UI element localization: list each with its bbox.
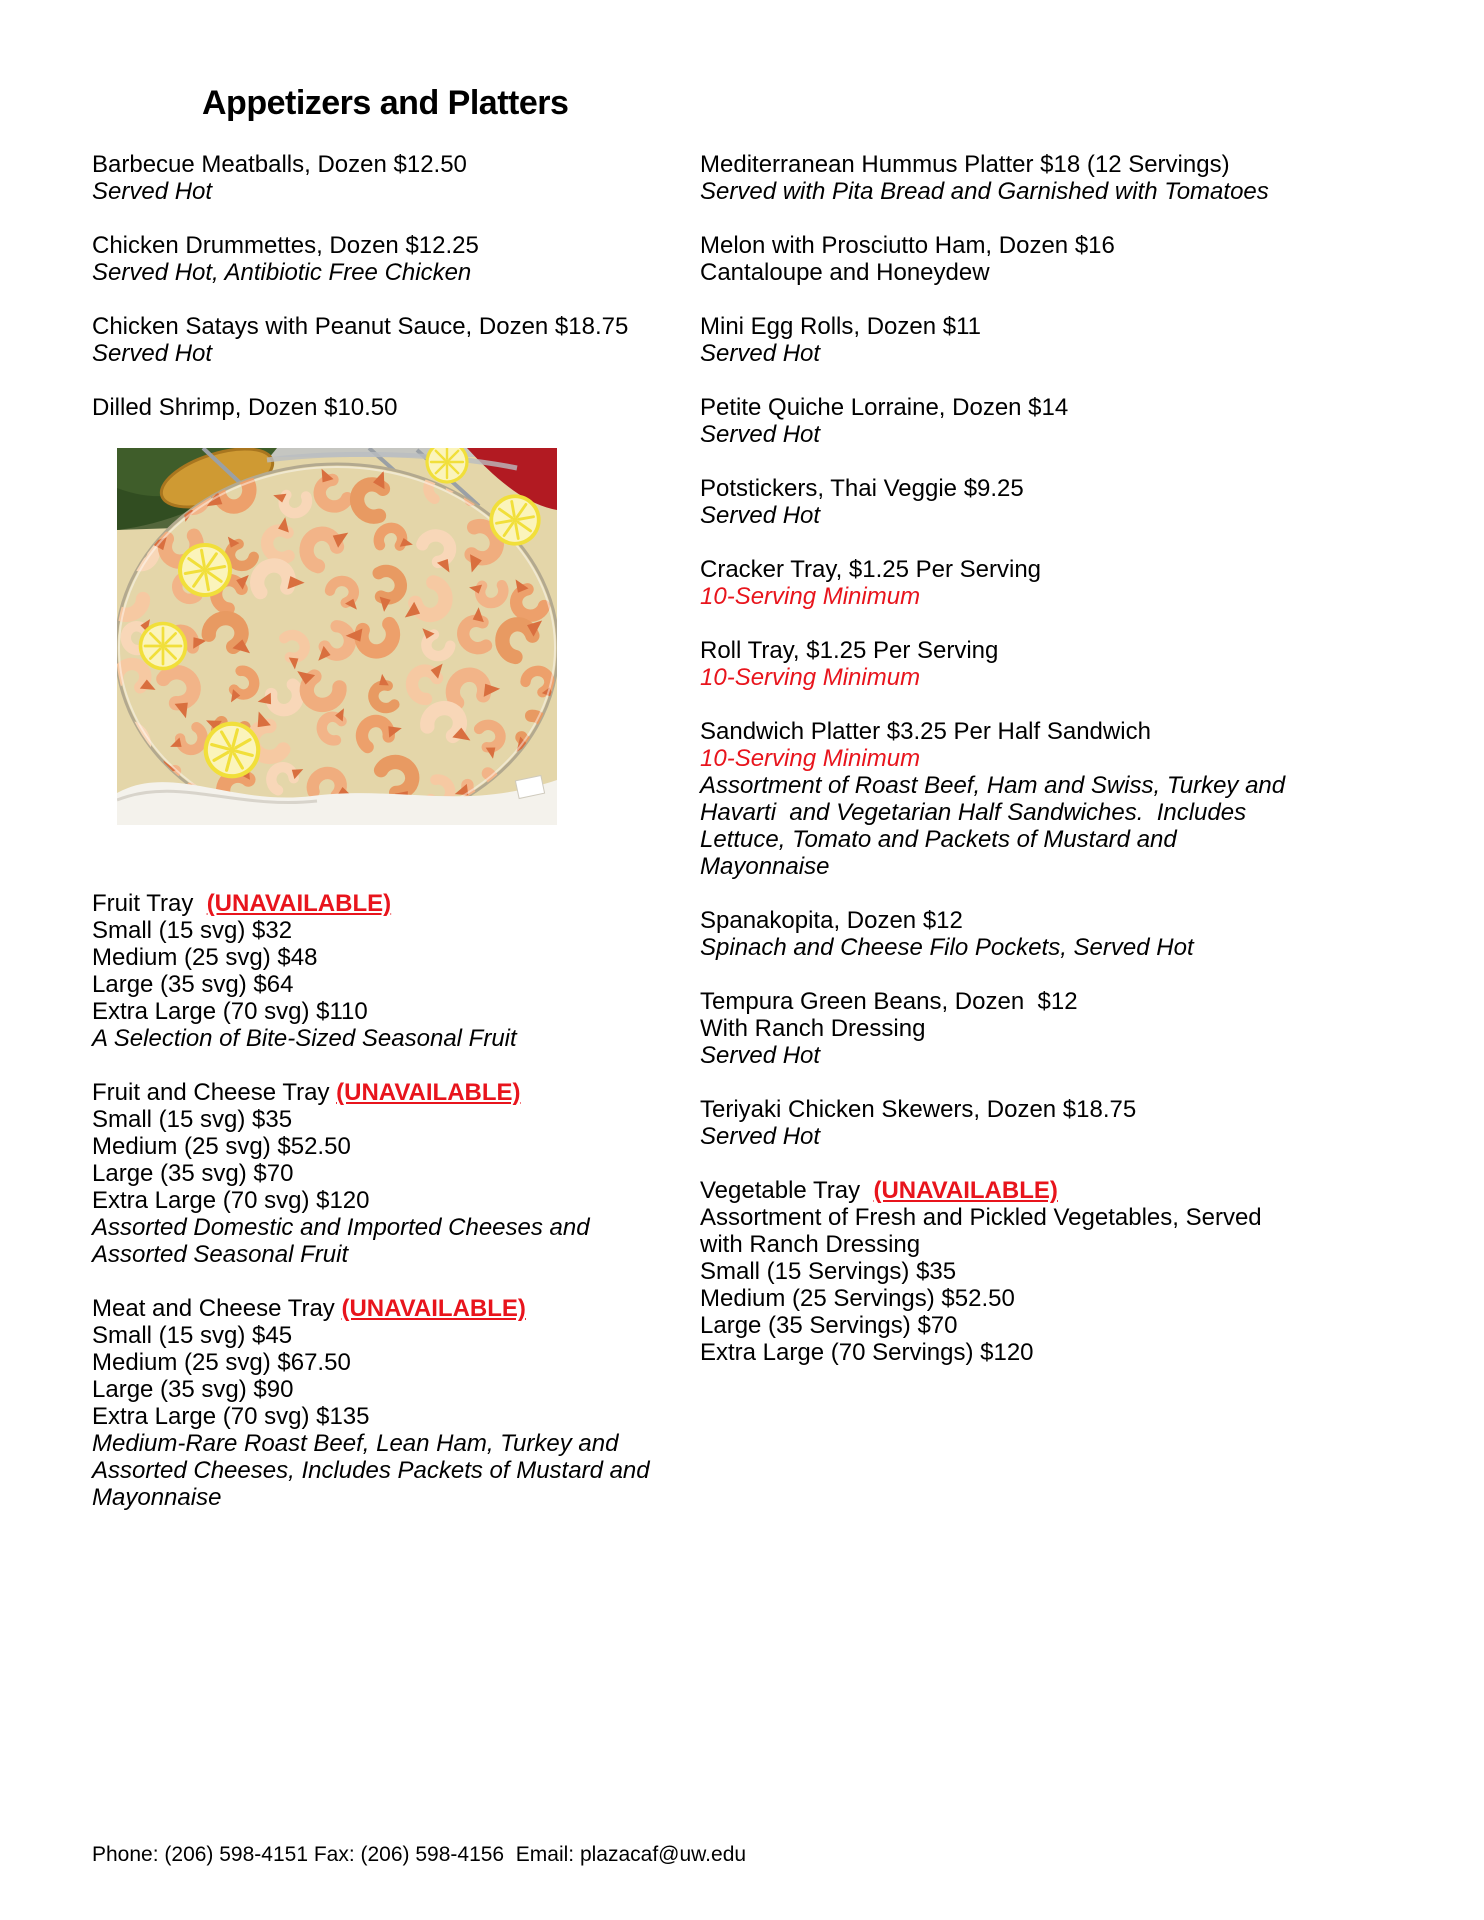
menu-line	[92, 151, 672, 178]
menu-line-part: Served Hot	[92, 178, 213, 205]
menu-line	[700, 475, 1460, 502]
menu-line	[92, 340, 672, 367]
menu-line	[92, 971, 672, 998]
menu-line-part: Spanakopita, Dozen $12	[700, 907, 963, 934]
menu-line	[92, 313, 672, 340]
menu-line	[92, 1484, 672, 1511]
menu-line-part: Assorted Domestic and Imported Cheeses and	[92, 1214, 590, 1241]
menu-line-part: Barbecue Meatballs, Dozen $12.50	[92, 151, 467, 178]
menu-item	[700, 988, 1460, 1069]
menu-line-part: 10-Serving Minimum	[700, 745, 921, 772]
menu-line-part: Dilled Shrimp, Dozen $10.50	[92, 394, 398, 421]
menu-item	[700, 556, 1460, 610]
menu-line-part: Medium (25 svg) $52.50	[92, 1133, 351, 1160]
menu-line	[92, 1349, 672, 1376]
menu-line-part: Small (15 svg) $32	[92, 917, 293, 944]
page-title: Appetizers and Platters	[202, 84, 569, 122]
menu-line-part: Chicken Satays with Peanut Sauce, Dozen $18.75	[92, 313, 629, 340]
menu-line-part: Extra Large (70 svg) $120	[92, 1187, 370, 1214]
menu-line	[700, 1096, 1460, 1123]
menu-line-part: Havarti and Vegetarian Half Sandwiches. Includes	[700, 799, 1247, 826]
menu-line-part: Mayonnaise	[700, 853, 830, 880]
menu-column-left-bottom	[92, 890, 672, 1511]
menu-line	[92, 1214, 672, 1241]
menu-line-part: Tempura Green Beans, Dozen $12	[700, 988, 1078, 1015]
menu-line	[700, 799, 1460, 826]
menu-line-part: (UNAVAILABLE)	[341, 1295, 526, 1322]
menu-line-part: Medium (25 svg) $67.50	[92, 1349, 351, 1376]
menu-line-part: Small (15 svg) $35	[92, 1106, 293, 1133]
menu-line	[92, 1025, 672, 1052]
menu-line	[700, 232, 1460, 259]
menu-line	[700, 853, 1460, 880]
menu-line	[700, 313, 1460, 340]
menu-line-part: Fruit Tray	[92, 890, 207, 917]
menu-line	[700, 988, 1460, 1015]
menu-column-left	[92, 151, 672, 1538]
menu-line	[700, 826, 1460, 853]
contact-footer: Phone: (206) 598-4151 Fax: (206) 598-4156 Email: plazacaf@uw.edu	[92, 1843, 747, 1866]
menu-line-part: Assortment of Roast Beef, Ham and Swiss, Turkey and	[700, 772, 1286, 799]
menu-line	[700, 664, 1460, 691]
menu-line-part: (UNAVAILABLE)	[873, 1177, 1058, 1204]
menu-line-part: Served Hot, Antibiotic Free Chicken	[92, 259, 472, 286]
menu-line	[92, 1079, 672, 1106]
menu-item	[700, 637, 1460, 691]
menu-line-part: (UNAVAILABLE)	[206, 890, 392, 917]
menu-line-part: Small (15 svg) $45	[92, 1322, 293, 1349]
menu-line	[92, 1295, 672, 1322]
menu-line-part: Served Hot	[700, 1042, 821, 1069]
menu-line-part: Served Hot	[700, 340, 821, 367]
menu-line-part: Potstickers, Thai Veggie $9.25	[700, 475, 1024, 502]
menu-item	[700, 718, 1460, 880]
menu-line	[700, 1015, 1460, 1042]
menu-line	[92, 998, 672, 1025]
menu-line	[92, 1322, 672, 1349]
menu-line-part: Small (15 Servings) $35	[700, 1258, 957, 1285]
menu-line-part: Served Hot	[700, 421, 821, 448]
menu-item	[700, 1096, 1460, 1150]
menu-line-part: Roll Tray, $1.25 Per Serving	[700, 637, 999, 664]
menu-line-part: A Selection of Bite-Sized Seasonal Fruit	[92, 1025, 517, 1052]
menu-line-part: Large (35 svg) $64	[92, 971, 294, 998]
menu-line-part: Served Hot	[700, 1123, 821, 1150]
menu-line	[700, 907, 1460, 934]
menu-line-part: Assortment of Fresh and Pickled Vegetables, Served	[700, 1204, 1262, 1231]
menu-item	[700, 394, 1460, 448]
menu-line-part: Chicken Drummettes, Dozen $12.25	[92, 232, 479, 259]
menu-line	[92, 232, 672, 259]
menu-line-part: Teriyaki Chicken Skewers, Dozen $18.75	[700, 1096, 1137, 1123]
menu-line	[700, 151, 1460, 178]
menu-line	[92, 394, 672, 421]
menu-line-part: Extra Large (70 Servings) $120	[700, 1339, 1034, 1366]
menu-line	[92, 944, 672, 971]
menu-line	[92, 1430, 672, 1457]
menu-line	[700, 178, 1460, 205]
menu-line	[700, 1204, 1460, 1231]
menu-item	[92, 1295, 672, 1511]
menu-line-part: Medium (25 Servings) $52.50	[700, 1285, 1015, 1312]
menu-line	[700, 772, 1460, 799]
menu-line	[700, 394, 1460, 421]
menu-line	[92, 890, 672, 917]
menu-line-part: Mayonnaise	[92, 1484, 222, 1511]
menu-line-part: Meat and Cheese Tray	[92, 1295, 342, 1322]
menu-line-part: Served Hot	[92, 340, 213, 367]
menu-line	[92, 1376, 672, 1403]
menu-line-part: Mini Egg Rolls, Dozen $11	[700, 313, 982, 340]
menu-line-part: Large (35 Servings) $70	[700, 1312, 958, 1339]
menu-line-part: Extra Large (70 svg) $110	[92, 998, 368, 1025]
menu-line-part: With Ranch Dressing	[700, 1015, 926, 1042]
menu-line-part: Mediterranean Hummus Platter $18 (12 Servings)	[700, 151, 1230, 178]
menu-line	[92, 1133, 672, 1160]
menu-item	[700, 475, 1460, 529]
menu-item	[700, 232, 1460, 286]
shrimp-platter-illustration	[117, 448, 557, 825]
menu-line-part: Fruit and Cheese Tray	[92, 1079, 337, 1106]
menu-line	[92, 1457, 672, 1484]
menu-line	[700, 1339, 1460, 1366]
menu-line-part: Lettuce, Tomato and Packets of Mustard and	[700, 826, 1177, 853]
menu-line	[700, 340, 1460, 367]
menu-line-part: Served Hot	[700, 502, 821, 529]
menu-line	[700, 1285, 1460, 1312]
menu-line-part: Melon with Prosciutto Ham, Dozen $16	[700, 232, 1115, 259]
menu-line	[92, 1160, 672, 1187]
shrimp-platter-photo	[117, 448, 557, 825]
menu-line	[700, 1258, 1460, 1285]
menu-line	[700, 1231, 1460, 1258]
menu-item	[92, 1079, 672, 1268]
menu-line	[700, 1042, 1460, 1069]
menu-line-part: Vegetable Tray	[700, 1177, 874, 1204]
menu-item	[92, 232, 672, 286]
menu-line	[92, 259, 672, 286]
menu-item	[92, 890, 672, 1052]
menu-line	[700, 556, 1460, 583]
menu-line	[92, 917, 672, 944]
menu-line-part: Extra Large (70 svg) $135	[92, 1403, 370, 1430]
menu-line	[92, 178, 672, 205]
menu-line	[700, 1123, 1460, 1150]
lemon-slice	[139, 622, 188, 671]
menu-line	[700, 1312, 1460, 1339]
menu-item	[92, 151, 672, 205]
menu-line	[92, 1241, 672, 1268]
menu-line-part: Assorted Cheeses, Includes Packets of Mustard and	[92, 1457, 650, 1484]
menu-line-part: Assorted Seasonal Fruit	[92, 1241, 349, 1268]
menu-column-right-list	[700, 151, 1460, 1366]
menu-line	[700, 1177, 1460, 1204]
menu-item	[700, 313, 1460, 367]
menu-line-part: with Ranch Dressing	[700, 1231, 921, 1258]
menu-line	[92, 1106, 672, 1133]
menu-line-part: 10-Serving Minimum	[700, 664, 921, 691]
menu-line	[92, 1187, 672, 1214]
menu-line	[700, 718, 1460, 745]
menu-line	[700, 934, 1460, 961]
menu-item	[92, 313, 672, 367]
menu-line	[700, 421, 1460, 448]
menu-item	[700, 151, 1460, 205]
menu-line	[700, 502, 1460, 529]
menu-line	[700, 637, 1460, 664]
menu-line-part: Medium-Rare Roast Beef, Lean Ham, Turkey and	[92, 1430, 619, 1457]
menu-line-part: 10-Serving Minimum	[700, 583, 921, 610]
menu-line-part: Large (35 svg) $70	[92, 1160, 294, 1187]
menu-line-part: Sandwich Platter $3.25 Per Half Sandwich	[700, 718, 1151, 745]
menu-line-part: Cracker Tray, $1.25 Per Serving	[700, 556, 1042, 583]
menu-item	[700, 1177, 1460, 1366]
menu-line-part: Medium (25 svg) $48	[92, 944, 318, 971]
menu-item	[92, 394, 672, 421]
menu-item	[700, 907, 1460, 961]
menu-line	[700, 259, 1460, 286]
menu-line-part: Served with Pita Bread and Garnished with Tomatoes	[700, 178, 1269, 205]
menu-line-part: Large (35 svg) $90	[92, 1376, 294, 1403]
menu-line-part: Petite Quiche Lorraine, Dozen $14	[700, 394, 1069, 421]
menu-line-part: Cantaloupe and Honeydew	[700, 259, 990, 286]
menu-column-right	[700, 151, 1460, 1393]
menu-line	[700, 583, 1460, 610]
menu-line	[92, 1403, 672, 1430]
menu-line-part: Spinach and Cheese Filo Pockets, Served Hot	[700, 934, 1194, 961]
menu-column-left-top	[92, 151, 672, 421]
menu-line	[700, 745, 1460, 772]
menu-line-part: (UNAVAILABLE)	[336, 1079, 521, 1106]
